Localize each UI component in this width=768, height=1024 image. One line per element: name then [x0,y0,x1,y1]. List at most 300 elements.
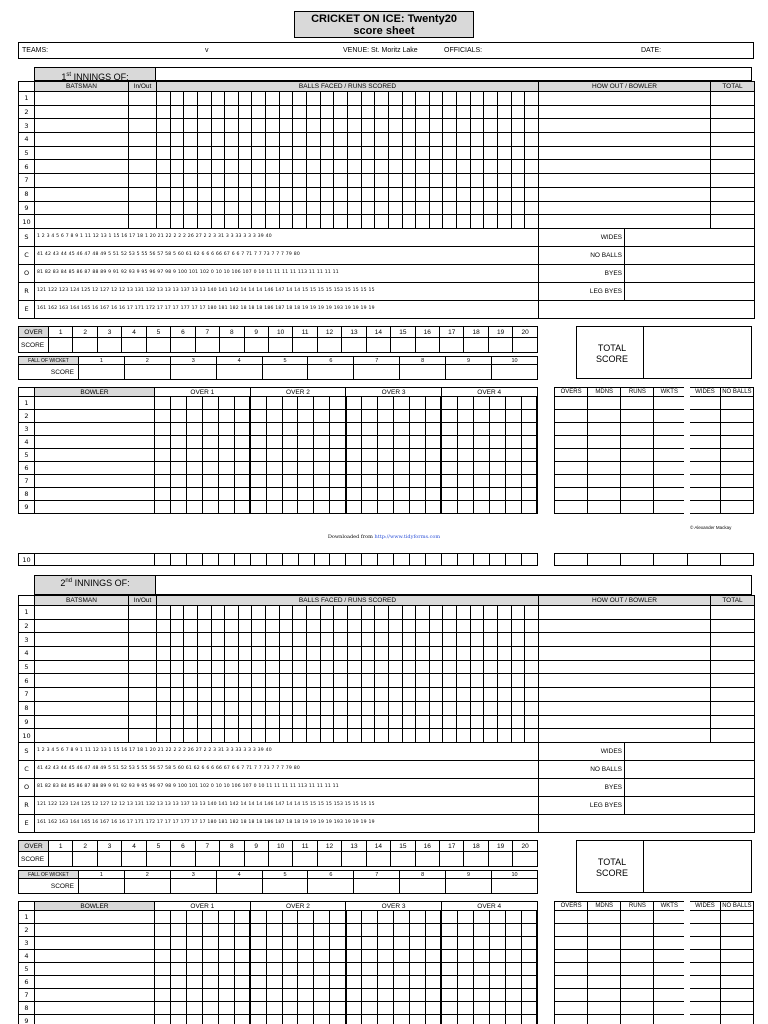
ball-cell[interactable] [320,647,334,661]
ball-cell[interactable] [170,187,184,201]
summary-cell[interactable] [720,937,753,950]
summary-cell[interactable] [654,950,687,963]
ball-cell[interactable] [375,674,389,688]
bowler-name-cell[interactable] [35,924,155,937]
fall-score-cell[interactable] [170,879,216,894]
delivery-cell[interactable] [394,436,410,449]
ball-cell[interactable] [443,701,457,715]
inout-cell[interactable] [129,647,157,661]
batsman-name-cell[interactable] [35,606,129,620]
ball-cell[interactable] [184,674,198,688]
ball-cell[interactable] [184,729,198,743]
delivery-cell[interactable] [234,488,250,501]
ball-cell[interactable] [416,606,430,620]
delivery-cell[interactable] [266,911,282,924]
delivery-cell[interactable] [186,410,202,423]
over-score-cell[interactable] [513,852,538,867]
delivery-cell[interactable] [314,462,330,475]
ball-cell[interactable] [511,187,525,201]
summary-cell[interactable] [687,488,720,501]
batsman-total-cell[interactable] [711,633,755,647]
summary-cell[interactable] [555,449,588,462]
delivery-cell[interactable] [170,449,186,462]
delivery-cell[interactable] [394,554,410,566]
ball-cell[interactable] [279,729,293,743]
inout-cell[interactable] [129,688,157,702]
delivery-cell[interactable] [378,423,394,436]
delivery-cell[interactable] [489,462,505,475]
ball-cell[interactable] [252,201,266,215]
ball-cell[interactable] [225,215,239,229]
ball-cell[interactable] [211,674,225,688]
ball-cell[interactable] [347,660,361,674]
ball-cell[interactable] [252,174,266,188]
inout-cell[interactable] [129,606,157,620]
no-balls-cell[interactable] [625,760,755,778]
ball-cell[interactable] [484,187,498,201]
delivery-cell[interactable] [266,1015,282,1024]
ball-cell[interactable] [525,133,539,147]
ball-cell[interactable] [293,660,307,674]
delivery-cell[interactable] [170,924,186,937]
delivery-cell[interactable] [298,397,314,410]
ball-cell[interactable] [525,729,539,743]
ball-cell[interactable] [416,647,430,661]
ball-cell[interactable] [457,174,471,188]
delivery-cell[interactable] [298,976,314,989]
over-score-cell[interactable] [268,852,292,867]
delivery-cell[interactable] [505,488,521,501]
delivery-cell[interactable] [426,554,442,566]
summary-cell[interactable] [654,1002,687,1015]
delivery-cell[interactable] [410,410,426,423]
how-out-cell[interactable] [539,660,711,674]
ball-cell[interactable] [375,174,389,188]
ball-cell[interactable] [511,92,525,106]
delivery-cell[interactable] [234,911,250,924]
fall-score-cell[interactable] [354,365,400,380]
ball-cell[interactable] [429,174,443,188]
delivery-cell[interactable] [425,436,441,449]
delivery-cell[interactable] [489,1015,505,1024]
delivery-cell[interactable] [441,475,457,488]
ball-cell[interactable] [443,647,457,661]
delivery-cell[interactable] [186,924,202,937]
delivery-cell[interactable] [378,950,394,963]
ball-cell[interactable] [238,201,252,215]
delivery-cell[interactable] [346,937,362,950]
ball-cell[interactable] [252,92,266,106]
ball-cell[interactable] [184,715,198,729]
ball-cell[interactable] [498,92,512,106]
ball-cell[interactable] [443,660,457,674]
ball-cell[interactable] [402,701,416,715]
how-out-cell[interactable] [539,187,711,201]
ball-cell[interactable] [470,174,484,188]
delivery-cell[interactable] [202,410,218,423]
ball-cell[interactable] [293,174,307,188]
ball-cell[interactable] [170,201,184,215]
delivery-cell[interactable] [298,1015,314,1024]
ball-cell[interactable] [443,606,457,620]
delivery-cell[interactable] [425,989,441,1002]
inout-cell[interactable] [129,715,157,729]
bowler-name-cell[interactable] [35,950,155,963]
ball-cell[interactable] [388,701,402,715]
delivery-cell[interactable] [457,924,473,937]
fall-score-cell[interactable] [262,879,308,894]
delivery-cell[interactable] [218,1015,234,1024]
delivery-cell[interactable] [314,449,330,462]
ball-cell[interactable] [498,688,512,702]
ball-cell[interactable] [511,688,525,702]
ball-cell[interactable] [402,92,416,106]
ball-cell[interactable] [361,633,375,647]
delivery-cell[interactable] [441,423,457,436]
delivery-cell[interactable] [186,554,202,566]
ball-cell[interactable] [225,606,239,620]
ball-cell[interactable] [498,647,512,661]
ball-cell[interactable] [293,160,307,174]
delivery-cell[interactable] [505,924,521,937]
ball-cell[interactable] [470,701,484,715]
ball-cell[interactable] [307,92,321,106]
ball-cell[interactable] [470,674,484,688]
summary-cell[interactable] [621,423,654,436]
ball-cell[interactable] [293,701,307,715]
delivery-cell[interactable] [410,554,426,566]
over-score-cell[interactable] [464,338,488,353]
summary-cell[interactable] [720,554,753,566]
ball-cell[interactable] [375,701,389,715]
delivery-cell[interactable] [202,501,218,514]
delivery-cell[interactable] [170,963,186,976]
ball-cell[interactable] [320,729,334,743]
summary-cell[interactable] [720,436,753,449]
delivery-cell[interactable] [250,462,266,475]
ball-cell[interactable] [347,105,361,119]
delivery-cell[interactable] [521,462,537,475]
ball-cell[interactable] [388,160,402,174]
delivery-cell[interactable] [441,1002,457,1015]
ball-cell[interactable] [525,215,539,229]
bowler-name-cell[interactable] [35,1015,155,1024]
delivery-cell[interactable] [521,924,537,937]
delivery-cell[interactable] [457,501,473,514]
delivery-cell[interactable] [234,436,250,449]
delivery-cell[interactable] [346,488,362,501]
ball-cell[interactable] [375,647,389,661]
ball-cell[interactable] [320,674,334,688]
over-score-cell[interactable] [317,338,341,353]
ball-cell[interactable] [429,715,443,729]
delivery-cell[interactable] [282,488,298,501]
ball-cell[interactable] [498,701,512,715]
delivery-cell[interactable] [218,911,234,924]
delivery-cell[interactable] [266,924,282,937]
summary-cell[interactable] [654,462,687,475]
delivery-cell[interactable] [314,436,330,449]
summary-cell[interactable] [588,475,621,488]
over-score-cell[interactable] [244,338,268,353]
summary-cell[interactable] [621,963,654,976]
ball-cell[interactable] [307,619,321,633]
delivery-cell[interactable] [473,937,489,950]
ball-cell[interactable] [184,105,198,119]
ball-cell[interactable] [484,701,498,715]
delivery-cell[interactable] [410,488,426,501]
ball-cell[interactable] [252,701,266,715]
ball-cell[interactable] [484,105,498,119]
summary-cell[interactable] [720,423,753,436]
delivery-cell[interactable] [489,397,505,410]
batsman-name-cell[interactable] [35,146,129,160]
byes-cell[interactable] [625,264,755,282]
delivery-cell[interactable] [202,554,218,566]
delivery-cell[interactable] [155,423,171,436]
fall-score-cell[interactable] [446,365,492,380]
delivery-cell[interactable] [202,475,218,488]
ball-cell[interactable] [293,619,307,633]
ball-cell[interactable] [279,606,293,620]
ball-cell[interactable] [307,647,321,661]
delivery-cell[interactable] [457,488,473,501]
summary-cell[interactable] [654,488,687,501]
delivery-cell[interactable] [250,976,266,989]
ball-cell[interactable] [334,660,348,674]
summary-cell[interactable] [555,462,588,475]
ball-cell[interactable] [170,715,184,729]
delivery-cell[interactable] [186,475,202,488]
ball-cell[interactable] [266,688,280,702]
fall-score-cell[interactable] [400,365,446,380]
ball-cell[interactable] [525,174,539,188]
delivery-cell[interactable] [489,924,505,937]
ball-cell[interactable] [184,92,198,106]
ball-cell[interactable] [361,647,375,661]
summary-cell[interactable] [588,397,621,410]
delivery-cell[interactable] [473,436,489,449]
delivery-cell[interactable] [155,950,171,963]
ball-cell[interactable] [211,201,225,215]
delivery-cell[interactable] [186,989,202,1002]
delivery-cell[interactable] [170,1015,186,1024]
bowler-name-cell[interactable] [35,449,155,462]
summary-cell[interactable] [654,449,687,462]
delivery-cell[interactable] [250,911,266,924]
ball-cell[interactable] [197,119,211,133]
delivery-cell[interactable] [155,554,171,566]
ball-cell[interactable] [511,174,525,188]
summary-cell[interactable] [555,976,588,989]
delivery-cell[interactable] [362,501,378,514]
ball-cell[interactable] [511,619,525,633]
delivery-cell[interactable] [330,449,346,462]
delivery-cell[interactable] [346,1002,362,1015]
over-score-cell[interactable] [122,852,146,867]
delivery-cell[interactable] [441,911,457,924]
delivery-cell[interactable] [410,937,426,950]
ball-cell[interactable] [484,201,498,215]
ball-cell[interactable] [334,674,348,688]
ball-cell[interactable] [184,647,198,661]
ball-cell[interactable] [170,133,184,147]
delivery-cell[interactable] [314,488,330,501]
ball-cell[interactable] [170,688,184,702]
ball-cell[interactable] [429,674,443,688]
delivery-cell[interactable] [298,554,314,566]
ball-cell[interactable] [307,688,321,702]
ball-cell[interactable] [170,606,184,620]
delivery-cell[interactable] [202,1002,218,1015]
ball-cell[interactable] [157,715,171,729]
ball-cell[interactable] [307,660,321,674]
summary-cell[interactable] [687,410,720,423]
batsman-total-cell[interactable] [711,201,755,215]
ball-cell[interactable] [320,133,334,147]
batsman-name-cell[interactable] [35,647,129,661]
delivery-cell[interactable] [410,501,426,514]
ball-cell[interactable] [484,729,498,743]
delivery-cell[interactable] [346,475,362,488]
delivery-cell[interactable] [155,937,171,950]
ball-cell[interactable] [388,647,402,661]
ball-cell[interactable] [484,660,498,674]
summary-cell[interactable] [654,989,687,1002]
delivery-cell[interactable] [346,1015,362,1024]
ball-cell[interactable] [211,146,225,160]
total-score-field[interactable] [643,327,644,378]
ball-cell[interactable] [525,92,539,106]
ball-cell[interactable] [279,105,293,119]
ball-cell[interactable] [388,187,402,201]
delivery-cell[interactable] [410,1015,426,1024]
ball-cell[interactable] [388,715,402,729]
ball-cell[interactable] [320,606,334,620]
ball-cell[interactable] [170,729,184,743]
delivery-cell[interactable] [489,911,505,924]
delivery-cell[interactable] [505,436,521,449]
ball-cell[interactable] [443,674,457,688]
delivery-cell[interactable] [314,1015,330,1024]
delivery-cell[interactable] [234,1002,250,1015]
delivery-cell[interactable] [362,475,378,488]
leg-byes-cell[interactable] [625,796,755,814]
ball-cell[interactable] [511,160,525,174]
summary-cell[interactable] [555,989,588,1002]
ball-cell[interactable] [238,633,252,647]
ball-cell[interactable] [498,174,512,188]
ball-cell[interactable] [238,715,252,729]
ball-cell[interactable] [484,606,498,620]
ball-cell[interactable] [347,606,361,620]
delivery-cell[interactable] [441,963,457,976]
ball-cell[interactable] [470,119,484,133]
ball-cell[interactable] [238,701,252,715]
inout-cell[interactable] [129,729,157,743]
delivery-cell[interactable] [410,449,426,462]
delivery-cell[interactable] [266,950,282,963]
inout-cell[interactable] [129,105,157,119]
delivery-cell[interactable] [489,436,505,449]
ball-cell[interactable] [157,119,171,133]
delivery-cell[interactable] [521,436,537,449]
ball-cell[interactable] [498,160,512,174]
summary-cell[interactable] [687,554,720,566]
over-score-cell[interactable] [440,852,464,867]
delivery-cell[interactable] [457,449,473,462]
summary-cell[interactable] [588,950,621,963]
batsman-total-cell[interactable] [711,174,755,188]
how-out-cell[interactable] [539,701,711,715]
ball-cell[interactable] [484,215,498,229]
delivery-cell[interactable] [457,436,473,449]
ball-cell[interactable] [252,660,266,674]
ball-cell[interactable] [197,729,211,743]
delivery-cell[interactable] [457,911,473,924]
ball-cell[interactable] [211,688,225,702]
ball-cell[interactable] [484,633,498,647]
ball-cell[interactable] [320,660,334,674]
ball-cell[interactable] [211,187,225,201]
delivery-cell[interactable] [298,924,314,937]
ball-cell[interactable] [361,174,375,188]
over-score-cell[interactable] [97,338,121,353]
ball-cell[interactable] [170,633,184,647]
ball-cell[interactable] [320,146,334,160]
delivery-cell[interactable] [378,976,394,989]
summary-cell[interactable] [720,488,753,501]
ball-cell[interactable] [293,105,307,119]
ball-cell[interactable] [157,160,171,174]
ball-cell[interactable] [443,619,457,633]
ball-cell[interactable] [307,633,321,647]
summary-cell[interactable] [621,410,654,423]
ball-cell[interactable] [498,105,512,119]
delivery-cell[interactable] [473,963,489,976]
batsman-name-cell[interactable] [35,688,129,702]
ball-cell[interactable] [334,133,348,147]
ball-cell[interactable] [197,92,211,106]
delivery-cell[interactable] [521,976,537,989]
summary-cell[interactable] [654,976,687,989]
ball-cell[interactable] [470,647,484,661]
delivery-cell[interactable] [505,462,521,475]
ball-cell[interactable] [266,92,280,106]
ball-cell[interactable] [225,674,239,688]
bowler-name-cell[interactable] [35,911,155,924]
delivery-cell[interactable] [441,462,457,475]
delivery-cell[interactable] [505,963,521,976]
delivery-cell[interactable] [186,976,202,989]
delivery-cell[interactable] [202,449,218,462]
batsman-name-cell[interactable] [35,174,129,188]
ball-cell[interactable] [307,701,321,715]
summary-cell[interactable] [720,924,753,937]
delivery-cell[interactable] [521,501,537,514]
delivery-cell[interactable] [282,976,298,989]
ball-cell[interactable] [266,647,280,661]
ball-cell[interactable] [347,729,361,743]
ball-cell[interactable] [498,133,512,147]
ball-cell[interactable] [334,647,348,661]
ball-cell[interactable] [375,606,389,620]
ball-cell[interactable] [293,92,307,106]
ball-cell[interactable] [484,160,498,174]
delivery-cell[interactable] [202,950,218,963]
bowler-name-cell[interactable] [35,397,155,410]
ball-cell[interactable] [388,688,402,702]
